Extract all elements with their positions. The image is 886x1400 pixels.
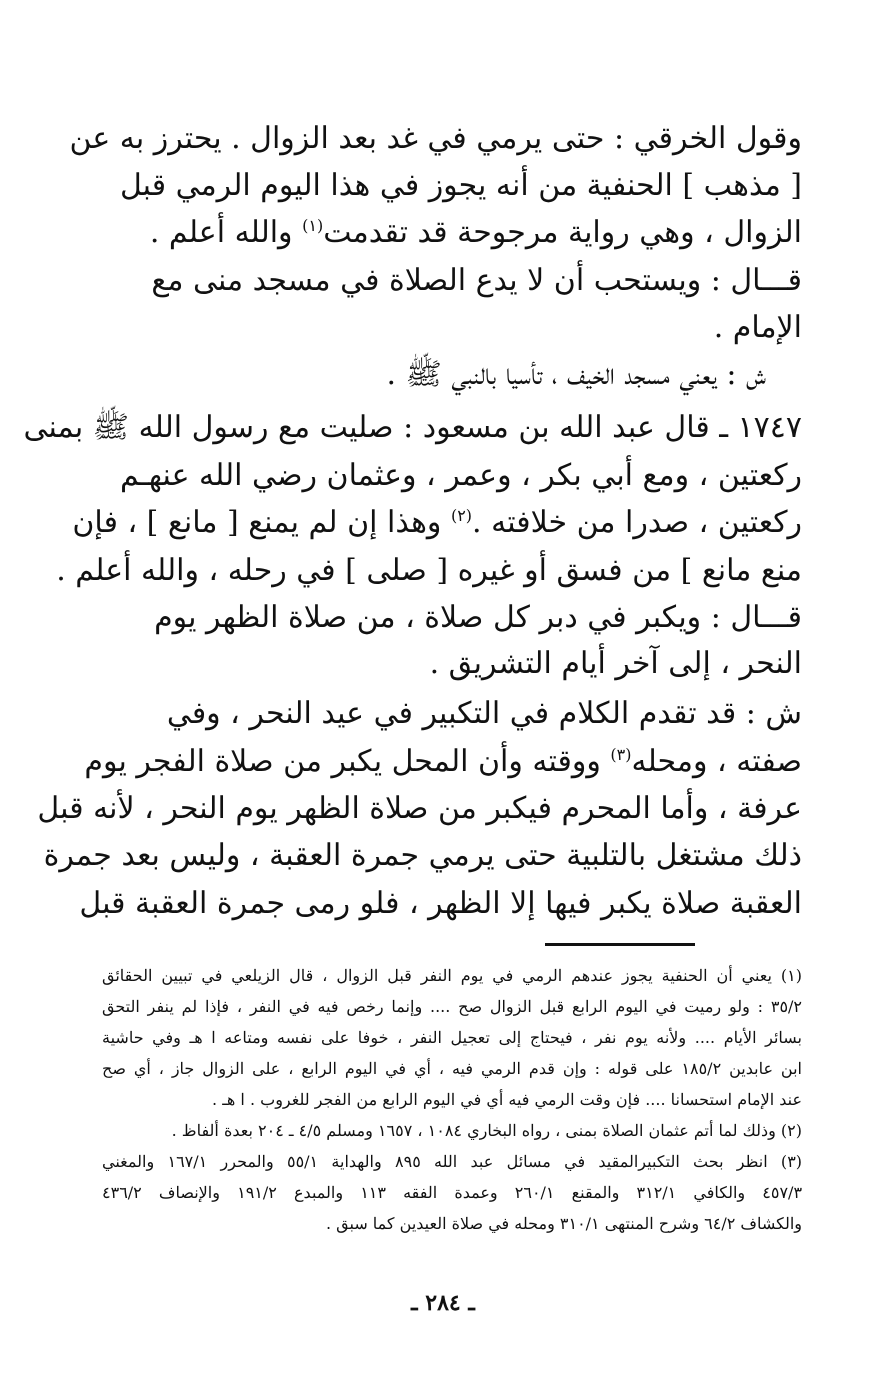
body-line-9 bbox=[72, 500, 802, 546]
footnote-line-4: ابن عابدين ١٨٥/٢ على قوله : وإن قدم الرمي فيه ، أي في اليوم الرابع ، على الزوال جاز ، أي صح bbox=[102, 1059, 802, 1078]
page-number: ـ ٢٨٤ ـ bbox=[411, 1290, 475, 1316]
body-line-13: ش : قد تقدم الكلام في التكبير في عيد النحر ، وفي bbox=[166, 696, 802, 731]
body-line-9a: ركعتين ، صدرا من خلافته . bbox=[472, 505, 802, 540]
body-line-3b: والله أعلم . bbox=[149, 215, 293, 250]
body-line-7: ١٧٤٧ ـ قال عبد الله بن مسعود : صليت مع رسول الله ﷺ بمنى bbox=[23, 410, 802, 445]
body-line-3 bbox=[149, 210, 802, 256]
footnote-line-3: بسائر الأيام .... ولأنه يوم نفر ، فيحتاج إلى تعجيل النفر ، خوفا على نفسه ومتاعه ا هـ وفي حاشية bbox=[102, 1028, 802, 1047]
body-line-16: ذلك مشتغل بالتلبية حتى يرمي جمرة العقبة ، وليس بعد جمرة bbox=[43, 838, 802, 873]
footnote-line-5: عند الإمام استحسانا .... فإن وقت الرمي فيه أي في اليوم الرابع من الفجر للغروب . ا هـ . bbox=[212, 1090, 802, 1109]
footnote-line-9: والكشاف ٦٤/٢ وشرح المنتهى ٣١٠/١ ومحله في صلاة العيدين كما سبق . bbox=[325, 1214, 802, 1233]
body-line-12: النحر ، إلى آخر أيام التشريق . bbox=[429, 646, 802, 681]
body-line-10: منع مانع ] من فسق أو غيره [ صلى ] في رحله ، والله أعلم . bbox=[56, 553, 802, 588]
body-line-15: عرفة ، وأما المحرم فيكبر من صلاة الظهر يوم النحر ، لأنه قبل bbox=[37, 791, 802, 826]
footnote-line-2: ٣٥/٢ : ولو رميت في اليوم الرابع قبل الزوال صح .... وإنما رخص فيه في النفر ، فإذا لم ينفر التحق bbox=[102, 997, 803, 1016]
footnote-separator bbox=[545, 943, 695, 946]
body-line-6: ش : يعني مسجد الخيف ، تأسيا بالنبي ﷺ . bbox=[386, 357, 766, 392]
body-line-17: العقبة صلاة يكبر فيها إلا الظهر ، فلو رمى جمرة العقبة قبل bbox=[79, 886, 802, 921]
body-line-3a: الزوال ، وهي رواية مرجوحة قد تقدمت bbox=[323, 215, 802, 250]
body-line-14 bbox=[84, 739, 802, 785]
footnote-line-8: ٤٥٧/٣ والكافي ٣١٢/١ والمقنع ٢٦٠/١ وعمدة الفقه ١١٣ والمبدع ١٩١/٢ والإنصاف ٤٣٦/٢ bbox=[102, 1183, 803, 1202]
body-line-2: [ مذهب ] الحنفية من أنه يجوز في هذا اليوم الرمي قبل bbox=[119, 168, 802, 203]
body-line-11: قـــال : ويكبر في دبر كل صلاة ، من صلاة الظهر يوم bbox=[154, 600, 802, 635]
body-line-14a: صفته ، ومحله bbox=[631, 744, 802, 779]
body-line-14b: ووقته وأن المحل يكبر من صلاة الفجر يوم bbox=[84, 744, 601, 779]
footnote-line-1: (١) يعني أن الحنفية يجوز عندهم الرمي في يوم النفر قبل الزوال ، قال الزيلعي في تبيين الحقائق bbox=[102, 966, 802, 985]
footnote-ref-2: (٢) bbox=[450, 506, 473, 525]
body-line-5: الإمام . bbox=[713, 310, 802, 345]
footnote-line-7: (٣) انظر بحث التكبيرالمقيد في مسائل عبد الله ٨٩٥ والهداية ٥٥/١ والمحرر ١٦٧/١ والمغني bbox=[102, 1152, 803, 1171]
footnote-line-6: (٢) وذلك لما أتم عثمان الصلاة بمنى ، رواه البخاري ١٠٨٤ ، ١٦٥٧ ومسلم ٤/٥ ـ ٢٠٤ بعدة ألفاظ . bbox=[171, 1121, 802, 1140]
body-line-9b: وهذا إن لم يمنع [ مانع ] ، فإن bbox=[72, 505, 442, 540]
body-line-4: قـــال : ويستحب أن لا يدع الصلاة في مسجد منى مع bbox=[151, 263, 802, 298]
footnote-ref-1: (١) bbox=[302, 216, 324, 235]
body-line-1: وقول الخرقي : حتى يرمي في غد بعد الزوال . يحترز به عن bbox=[69, 121, 802, 156]
body-line-8: ركعتين ، ومع أبي بكر ، وعمر ، وعثمان رضي الله عنهـم bbox=[119, 458, 802, 493]
footnote-ref-3: (٣) bbox=[610, 745, 632, 764]
